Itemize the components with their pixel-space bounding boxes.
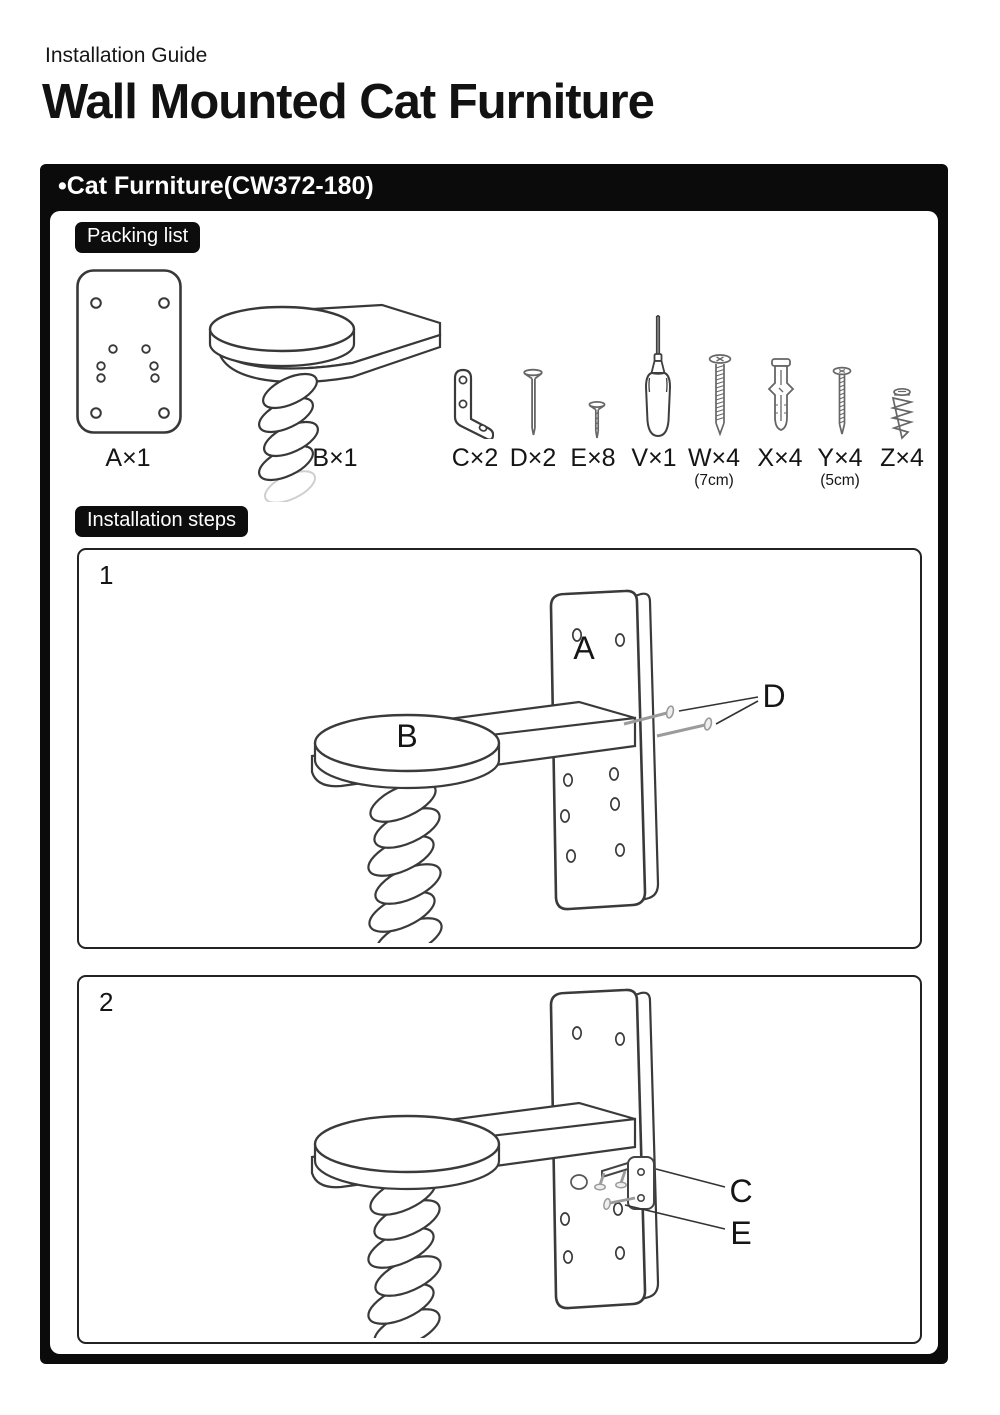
part-c-bracket-drawing <box>450 367 494 439</box>
part-a-wall-plate-drawing <box>75 268 183 435</box>
step-1-callout-a: A <box>573 630 595 666</box>
step-2-callout-c: C <box>729 1173 753 1209</box>
part-v-label: V×1 <box>631 444 677 472</box>
part-x-anchor-drawing <box>766 357 796 433</box>
product-card <box>40 164 948 1364</box>
part-z-label: Z×4 <box>880 444 924 472</box>
step-2-callout-e: E <box>730 1215 752 1251</box>
installation-steps-label: Installation steps <box>75 506 248 537</box>
part-e-label: E×8 <box>570 444 616 472</box>
part-w-screw-drawing <box>707 353 733 439</box>
card-header-title: •Cat Furniture(CW372-180) <box>58 172 374 200</box>
packing-list-label: Packing list <box>75 222 200 253</box>
part-y-label: Y×4 <box>817 444 863 472</box>
part-e-screw-drawing <box>587 400 607 446</box>
part-z-screw-drawing <box>888 387 916 441</box>
part-y-size-note: (5cm) <box>820 472 860 489</box>
part-w-size-note: (7cm) <box>694 472 734 489</box>
part-b-label: B×1 <box>312 444 358 472</box>
step-1-callout-d: D <box>762 678 786 714</box>
part-d-label: D×2 <box>509 444 557 472</box>
part-w-label: W×4 <box>687 444 741 472</box>
step-2-number: 2 <box>99 987 114 1017</box>
step-1-number: 1 <box>99 560 114 590</box>
part-a-label: A×1 <box>105 444 151 472</box>
part-y-screw-drawing <box>831 366 853 438</box>
step-1-panel <box>77 548 922 949</box>
part-v-screwdriver-drawing <box>643 314 673 439</box>
eyebrow-text: Installation Guide <box>45 44 208 67</box>
part-x-label: X×4 <box>757 444 803 472</box>
step-1-callout-b: B <box>396 718 418 754</box>
step-2-panel <box>77 975 922 1344</box>
page-title: Wall Mounted Cat Furniture <box>42 75 654 129</box>
part-d-screw-drawing <box>522 368 544 438</box>
part-c-label: C×2 <box>451 444 499 472</box>
step-1-diagram <box>79 550 916 943</box>
card-content <box>50 211 938 1354</box>
step-2-diagram <box>79 977 916 1338</box>
